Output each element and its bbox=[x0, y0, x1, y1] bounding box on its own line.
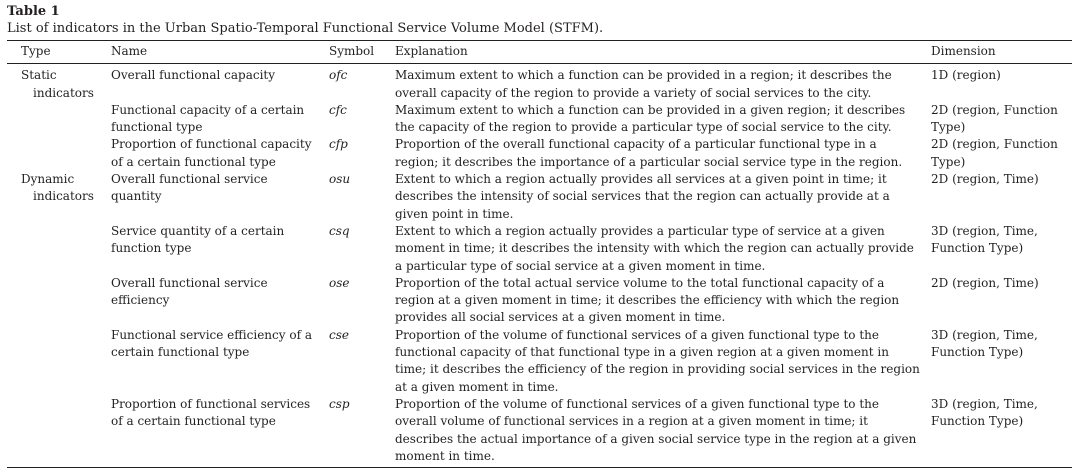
indicator-name: Service quantity of a certain function type bbox=[111, 223, 285, 256]
indicator-symbol: csq bbox=[329, 223, 350, 238]
table-row bbox=[7, 64, 1072, 102]
type-cell bbox=[7, 275, 107, 327]
indicator-explanation: Extent to which a region actually provides a particular type of service at a given moment in time; it describes the intensity with which the region can actually provide a particular type of social service at a given moment in time. bbox=[395, 223, 914, 273]
type-cell bbox=[7, 396, 107, 468]
indicator-dimension: 2D (region, Time) bbox=[931, 275, 1039, 290]
indicator-name: Functional capacity of a certain functional type bbox=[111, 102, 305, 135]
indicator-dimension: 3D (region, Time, Function Type) bbox=[931, 327, 1038, 360]
indicator-name: Proportion of functional capacity of a certain functional type bbox=[111, 137, 312, 169]
indicator-explanation: Proportion of the overall functional capacity of a particular functional type in a region; it describes the importance of a particular social service type in the region. bbox=[395, 137, 903, 169]
header-type: Type bbox=[21, 44, 51, 58]
indicator-dimension: 3D (region, Time, Function Type) bbox=[931, 223, 1038, 256]
indicator-dimension: 2D (region, Function Type) bbox=[931, 102, 1058, 135]
header-name: Name bbox=[111, 44, 148, 58]
type-label-line2: indicators bbox=[33, 85, 94, 100]
header-dimension: Dimension bbox=[931, 44, 996, 58]
header-row bbox=[7, 41, 1072, 64]
type-cell bbox=[7, 136, 107, 171]
table-header bbox=[7, 41, 1072, 64]
table-row bbox=[7, 102, 1072, 137]
table-label: Table 1 bbox=[7, 4, 60, 19]
indicator-dimension: 2D (region, Time) bbox=[931, 172, 1039, 187]
indicator-explanation: Proportion of the volume of functional services of a given functional type to the overall volume of functional services in a region at a given moment in time; it describes the actual importance of a given social service type in the region at a given moment in time. bbox=[395, 396, 917, 463]
indicator-explanation: Proportion of the total actual service volume to the total functional capacity of a region at a given moment in time; it describes the efficiency with which the region provides all social services at a given moment in time. bbox=[395, 275, 900, 325]
indicator-explanation: Proportion of the volume of functional services of a given functional type to the functional capacity of that functional type in a given region at a given moment in time; it describes the efficiency of the region in providing social services in the region at a given moment in time. bbox=[395, 327, 920, 394]
indicators-table bbox=[7, 40, 1072, 468]
indicator-symbol: ose bbox=[329, 275, 350, 290]
indicator-symbol: ofc bbox=[329, 68, 348, 83]
indicator-name: Overall functional service quantity bbox=[111, 172, 268, 204]
indicator-dimension: 1D (region) bbox=[931, 68, 1001, 83]
table-row bbox=[7, 136, 1072, 171]
indicator-dimension: 2D (region, Function Type) bbox=[931, 137, 1058, 169]
indicator-explanation: Maximum extent to which a function can be provided in a given region; it describes the capacity of the region to provide a particular type of social service to the city. bbox=[395, 102, 906, 135]
indicator-symbol: csp bbox=[329, 396, 350, 411]
type-cell bbox=[7, 64, 107, 102]
header-explanation: Explanation bbox=[395, 44, 468, 58]
indicator-symbol: cfc bbox=[329, 102, 347, 117]
table-row bbox=[7, 327, 1072, 396]
type-label-line1: Static bbox=[21, 68, 57, 83]
table-body bbox=[7, 64, 1072, 468]
indicator-name: Functional service efficiency of a certain functional type bbox=[111, 327, 312, 360]
table-row bbox=[7, 223, 1072, 275]
table-row bbox=[7, 171, 1072, 223]
header-symbol: Symbol bbox=[329, 44, 375, 58]
indicator-symbol: cse bbox=[329, 327, 349, 342]
indicator-name: Overall functional capacity bbox=[111, 68, 276, 83]
indicator-name: Overall functional service efficiency bbox=[111, 275, 268, 308]
table-caption: List of indicators in the Urban Spatio-Temporal Functional Service Volume Model (STFM). bbox=[7, 21, 604, 36]
type-cell bbox=[7, 171, 107, 223]
type-cell bbox=[7, 327, 107, 396]
type-label-line2: indicators bbox=[33, 189, 94, 204]
table-row bbox=[7, 275, 1072, 327]
indicator-symbol: osu bbox=[329, 172, 351, 187]
indicator-explanation: Maximum extent to which a function can be provided in a region; it describes the overall capacity of the region to provide a variety of social services to the city. bbox=[395, 68, 892, 100]
type-cell bbox=[7, 223, 107, 275]
table-row bbox=[7, 396, 1072, 468]
indicator-dimension: 3D (region, Time, Function Type) bbox=[931, 396, 1038, 429]
type-label-line1: Dynamic bbox=[21, 172, 75, 187]
indicator-symbol: cfp bbox=[329, 137, 348, 152]
type-cell bbox=[7, 102, 107, 137]
indicator-name: Proportion of functional services of a certain functional type bbox=[111, 396, 311, 429]
indicator-explanation: Extent to which a region actually provides all services at a given point in time; it describes the intensity of social services that the region can actually provide at a given point in time. bbox=[395, 172, 890, 221]
